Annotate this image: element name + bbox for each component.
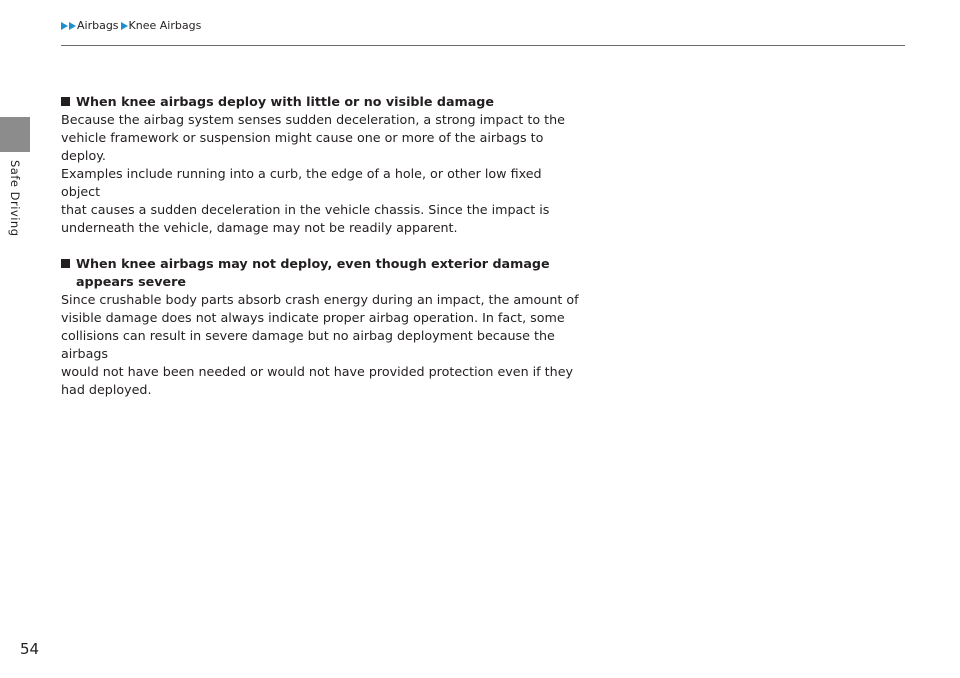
section-heading bbox=[61, 93, 581, 111]
section-body: Because the airbag system senses sudden deceleration, a strong impact to the vehicle framework or suspension might cause one or more of the airbags to deploy. Examples include running into a curb, the edge of a hole, or other low fixed object that causes a sudden deceleration in the vehicle chassis. Since the impact is underneath the vehicle, damage may not be readily apparent. bbox=[61, 112, 565, 235]
section-body: Since crushable body parts absorb crash energy during an impact, the amount of visible damage does not always indicate proper airbag operation. In fact, some collisions can result in severe damage but no airbag deployment because the airbags would not have been needed or would not have provided protection even if they had deployed. bbox=[61, 292, 579, 397]
section-tab bbox=[0, 117, 30, 152]
page-number: 54 bbox=[20, 640, 40, 658]
breadcrumb-item-knee-airbags[interactable]: Knee Airbags bbox=[128, 19, 202, 32]
main-content bbox=[61, 93, 581, 399]
section-heading-text: When knee airbags may not deploy, even though exterior damage appears severe bbox=[76, 256, 550, 289]
header-divider bbox=[61, 45, 905, 46]
square-bullet-icon bbox=[61, 97, 70, 106]
section-heading bbox=[61, 255, 581, 291]
breadcrumb bbox=[61, 19, 203, 32]
breadcrumb-item-airbags[interactable]: Airbags bbox=[77, 19, 119, 32]
square-bullet-icon bbox=[61, 259, 70, 268]
section-heading-text: When knee airbags deploy with little or no visible damage bbox=[76, 94, 494, 109]
section-side-label: Safe Driving bbox=[8, 160, 22, 237]
breadcrumb-arrow-icon bbox=[61, 22, 68, 30]
section-deploy-little-damage bbox=[61, 93, 581, 237]
breadcrumb-arrow-icon bbox=[69, 22, 76, 30]
section-may-not-deploy bbox=[61, 255, 581, 399]
breadcrumb-arrow-icon bbox=[121, 22, 128, 30]
